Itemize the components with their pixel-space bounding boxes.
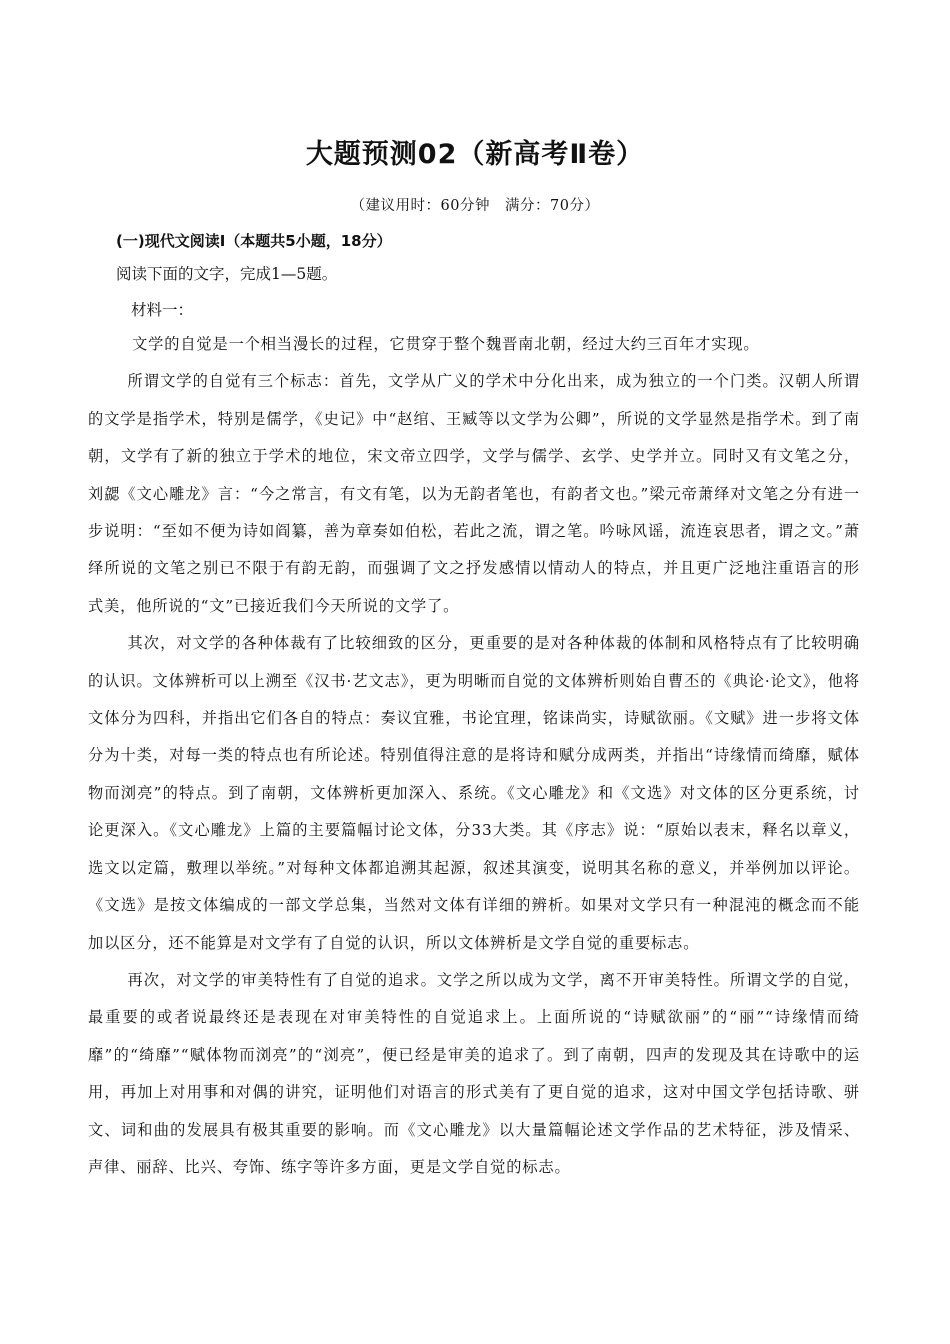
instruction-text: 阅读下面的文字，完成1—5题。 xyxy=(116,265,338,283)
paragraph: 再次，对文学的审美特性有了自觉的追求。文学之所以成为文学，离不开审美特性。所谓文学的自觉，最重要的或者说最终还是表现在对审美特性的自觉追求上。上面所说的“诗赋欲丽”的“丽”“诗缘情而绮靡”的“绮靡”“赋体物而浏亮”的“浏亮”，便已经是审美的追求了。到了南朝，四声的发现及其在诗歌中的运用，再加上对用事和对偶的讲究，证明他们对语言的形式美有了更自觉的追求，这对中国文学包括诗歌、骈文、词和曲的发展具有极其重要的影响。而《文心雕龙》以大量篇幅论述文学作品的艺术特征，涉及情采、声律、丽辞、比兴、夸饰、练字等许多方面，更是文学自觉的标志。 xyxy=(88,970,860,1176)
material-label: 材料一： xyxy=(131,301,194,319)
paragraph: 其次，对文学的各种体裁有了比较细致的区分，更重要的是对各种体裁的体制和风格特点有了比较明确的认识。文体辨析可以上溯至《汉书·艺文志》，更为明晰而自觉的文体辨析则始自曹丕的《典论·论文》，他将文体分为四科，并指出它们各自的特点：奏议宜雅，书论宜理，铭诔尚实，诗赋欲丽。《文赋》进一步将文体分为十类，对每一类的特点也有所论述。特别值得注意的是将诗和赋分成两类，并指出“诗缘情而绮靡，赋体物而浏亮”的特点。到了南朝，文体辨析更加深入、系统。《文心雕龙》和《文选》对文体的区分更系统，讨论更深入。《文心雕龙》上篇的主要篇幅讨论文体，分33大类。其《序志》说：“原始以表末，释名以章义，选文以定篇，敷理以举统。”对每种文体都追溯其起源，叙述其演变，说明其名称的意义，并举例加以评论。《文选》是按文体编成的一部文学总集，当然对文体有详细的辨析。如果对文学只有一种混沌的概念而不能加以区分，还不能算是对文学有了自觉的认识，所以文体辨析是文学自觉的重要标志。 xyxy=(88,634,860,952)
passage-body xyxy=(88,326,860,1186)
section-heading: (一)现代文阅读Ⅰ（本题共5小题，18分） xyxy=(116,232,392,250)
paragraph: 所谓文学的自觉有三个标志：首先，文学从广义的学术中分化出来，成为独立的一个门类。汉朝人所谓的文学是指学术，特别是儒学，《史记》中“赵绾、王臧等以文学为公卿”，所说的文学显然是指学术。到了南朝，文学有了新的独立于学术的地位，宋文帝立四学，文学与儒学、玄学、史学并立。同时又有文笔之分，刘勰《文心雕龙》言：“今之常言，有文有笔，以为无韵者笔也，有韵者文也。”梁元帝萧绎对文笔之分有进一步说明：“至如不便为诗如阎纂，善为章奏如伯松，若此之流，谓之笔。吟咏风谣，流连哀思者，谓之文。”萧绎所说的文笔之别已不限于有韵无韵，而强调了文之抒发感情以情动人的特点，并且更广泛地注重语言的形式美，他所说的“文”已接近我们今天所说的文学了。 xyxy=(88,372,860,615)
page-title: 大题预测02（新高考Ⅱ卷） xyxy=(305,139,645,170)
paragraph: 文学的自觉是一个相当漫长的过程，它贯穿于整个魏晋南北朝，经过大约三百年才实现。 xyxy=(132,335,760,353)
page-subtitle: （建议用时：60分钟 满分：70分） xyxy=(350,198,600,214)
